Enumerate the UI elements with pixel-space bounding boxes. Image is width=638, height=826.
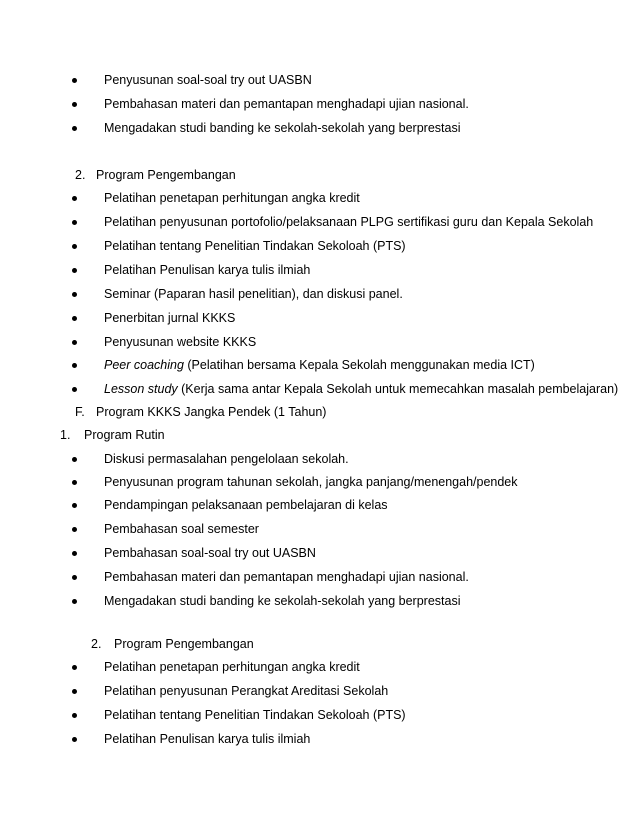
bullet-icon: [70, 731, 80, 747]
bullet-icon: [70, 238, 80, 254]
bullet-icon: [70, 262, 80, 278]
bullet-icon: [70, 474, 80, 490]
bullet-icon: [70, 545, 80, 561]
bullet-icon: [70, 521, 80, 537]
bullet-icon: [70, 659, 80, 675]
bullet-icon: [70, 357, 80, 373]
bullet-icon: [70, 120, 80, 136]
bullet-icon: [70, 497, 80, 513]
bullet-icon: [70, 569, 80, 585]
bullet-icon: [70, 190, 80, 206]
bullet-icon: [70, 96, 80, 112]
bullet-icon: [70, 593, 80, 609]
bullet-icon: [70, 451, 80, 467]
bullet-icon: [70, 72, 80, 88]
bullet-icon: [70, 683, 80, 699]
bullet-icon: [70, 381, 80, 397]
bullet-icon: [70, 334, 80, 350]
bullet-icon: [70, 214, 80, 230]
document-page: Penyusunan soal-soal try out UASBN Pembahasan materi dan pemantapan menghadapi ujian nasional. Mengadakan studi banding ke sekolah-sekolah yang berprestasi 2. Program Pengembangan Pelatihan penetapan perhitungan angka kredit Pelatihan penyusunan portofolio/pelaksanaan PLPG sertifikasi guru dan Kepala Sekolah Pelatihan tentang Penelitian Tindakan Sekoloah (PTS) Pelatihan Penulisan karya tulis ilmiah Seminar (Paparan hasil penelitian), dan diskusi panel. Penerbitan jurnal KKKS Penyusunan website KKKS Peer coaching (Pelatihan bersama Kepala Sekolah menggunakan media ICT) Lesson study (Kerja sama antar Kepala Sekolah untuk memecahkan masalah pembelajaran) F. Program KKKS Jangka Pendek (1 Tahun) 1. Program Rutin Diskusi permasalahan pengelolaan sekolah. Penyusunan program tahunan sekolah, jangka panjang/menengah/pendek Pendampingan pelaksanaan pembelajaran di kelas Pembahasan soal semester Pembahasan soal-soal try out UASBN Pembahasan materi dan pemantapan menghadapi ujian nasional. Mengadakan studi banding ke sekolah-sekolah yang berprestasi 2. Program Pengembangan Pelatihan penetapan perhitungan angka kredit Pelatihan penyusunan Perangkat Areditasi Sekolah Pelatihan tentang Penelitian Tindakan Sekoloah (PTS) Pelatihan Penulisan karya tulis ilmiah: [60, 73, 619, 746]
bullet-icon: [70, 286, 80, 302]
bullet-icon: [70, 707, 80, 723]
bullet-icon: [70, 310, 80, 326]
